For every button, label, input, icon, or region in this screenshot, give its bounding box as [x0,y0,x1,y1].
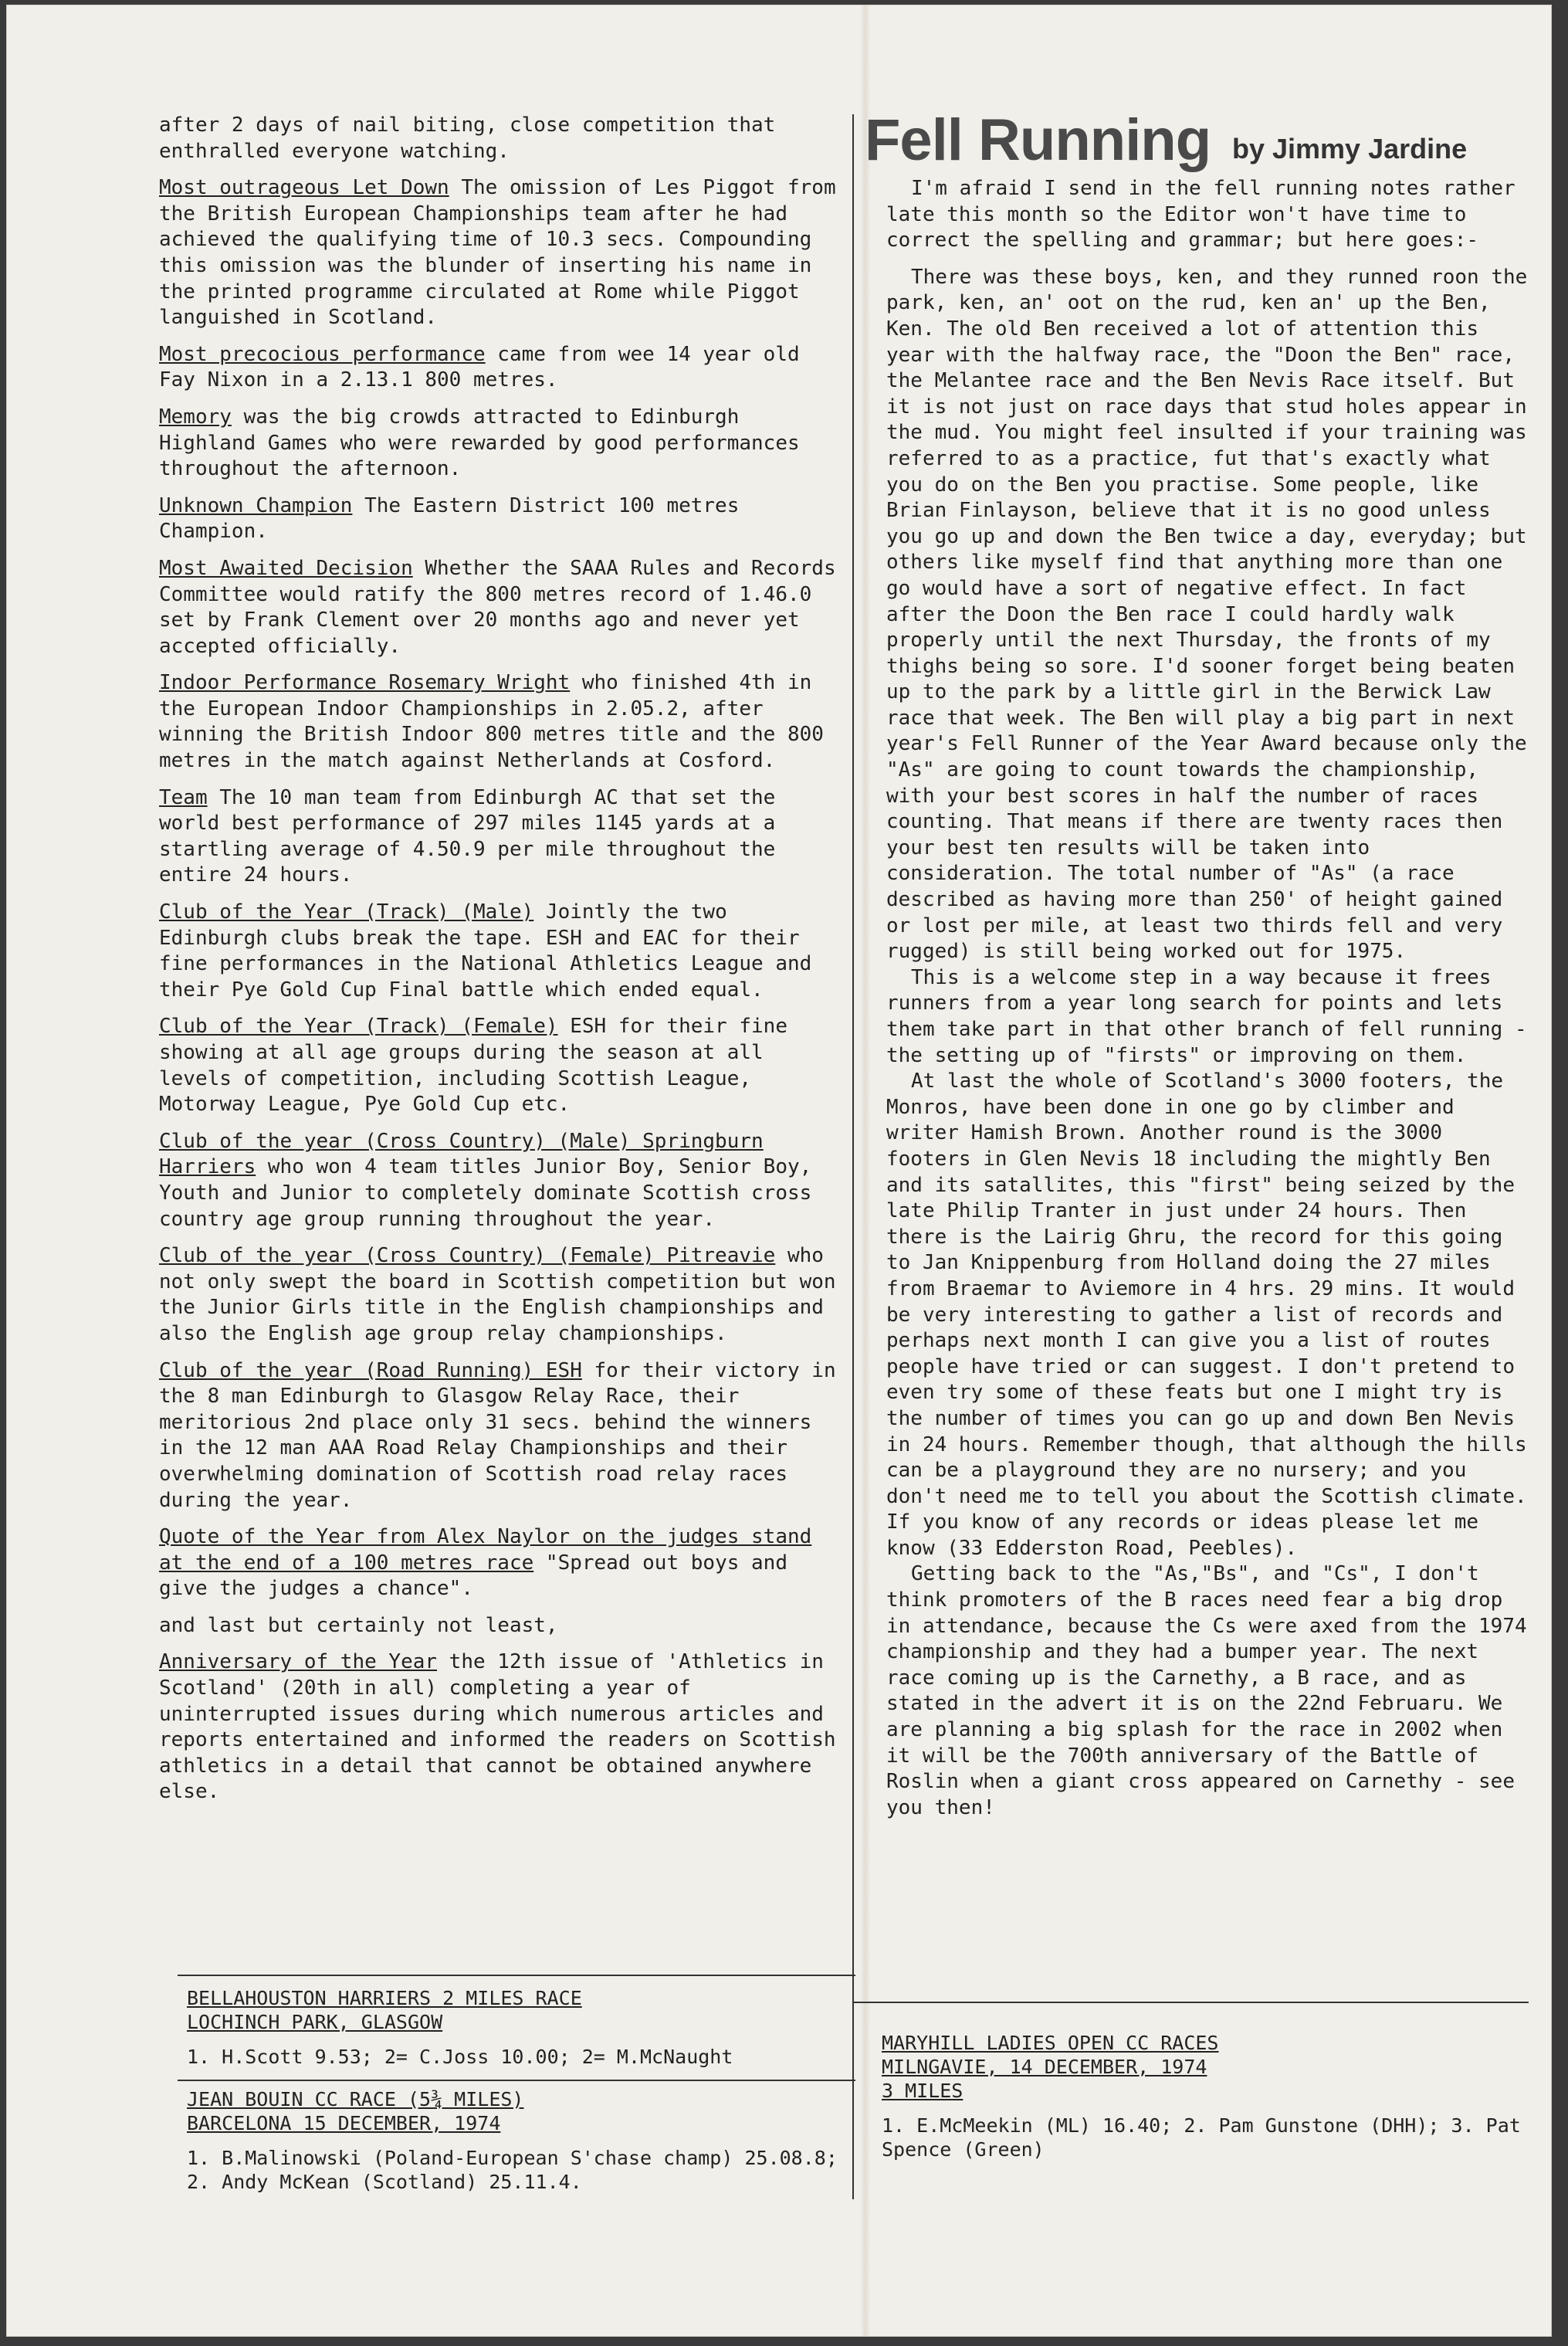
result-text: 1. E.McMeekin (ML) 16.40; 2. Pam Gunstone (DHH); 3. Pat Spence (Green) [882,2114,1521,2161]
article-byline: by Jimmy Jardine [1232,133,1468,164]
awards-entry: Memory was the big crowds attracted to Edinburgh Highland Games who were rewarded by good performances throughout the afternoon. [159,405,800,481]
awards-entry: Club of the year (Road Running) ESH for their victory in the 8 man Edinburgh to Glasgow Relay Race, their meritorious 2nd place only 31 secs. behind the winners in the 12 man AAA Road Relay Championships and their overwhelming domination of Scottish road relay races during the year. [159,1358,836,1512]
article-paragraph: I'm afraid I send in the fell running notes rather late this month so the Editor won't have time to correct the spelling and grammar; but here goes:- [886,177,1516,253]
article-paragraph: This is a welcome step in a way because it frees runners from a year long search for points and lets them take part in that other branch of fell running - the setting up of "firsts" or improving on them. [886,965,1527,1067]
results-jean-bouin [187,2087,851,2205]
awards-entry: Indoor Performance Rosemary Wright who finished 4th in the European Indoor Championships in 2.05.2, after winning the British Indoor 800 metres title and the 800 metres in the match against Netherlands at Cosford. [159,671,824,773]
results-maryhill [882,2031,1522,2172]
awards-entry: Unknown Champion The Eastern District 100 metres Champion. [159,493,740,544]
article-header [865,107,1529,176]
awards-entry: Quote of the Year from Alex Naylor on the judges stand at the end of a 100 metres race "Spread out boys and give the judges a chance". [159,1525,812,1601]
awards-entry: Most precocious performance came from wee 14 year old Fay Nixon in a 2.13.1 800 metres. [159,342,800,392]
result-heading: LOCHINCH PARK, GLASGOW [187,2011,443,2033]
result-heading: BARCELONA 15 DECEMBER, 1974 [187,2112,501,2134]
result-text: 1. H.Scott 9.53; 2= C.Joss 10.00; 2= M.McNaught [187,2046,733,2068]
awards-entry: Most Awaited Decision Whether the SAAA Rules and Records Committee would ratify the 800 metres record of 1.46.0 set by Frank Clement over 20 months ago and never yet accepted officially. [159,556,836,658]
section-divider [178,1975,855,1976]
awards-entry: Club of the year (Cross Country) (Female) Pitreavie who not only swept the board in Scottish competition but won the Junior Girls title in the English championships and also the English age group relay championships. [159,1244,836,1345]
left-column [159,113,838,1816]
results-bellahouston [187,1986,851,2080]
article-paragraph: Getting back to the "As,"Bs", and "Cs", I don't think promoters of the B races need fear a big drop in attendance, because the Cs were axed from the 1974 championship and they had a bumper year. The next race coming up is the Carnethy, a B race, and as stated in the advert it is on the 22nd Februaru. We are planning a big splash for the race in 2002 when it will be the 700th anniversary of the Battle of Roslin when a giant cross appeared on Carnethy - see you then! [886,1562,1527,1819]
result-heading: BELLAHOUSTON HARRIERS 2 MILES RACE [187,1987,582,2009]
awards-entry: Club of the Year (Track) (Male) Jointly the two Edinburgh clubs break the tape. ESH and EAC for their fine performances in the National Athletics League and their Pye Gold Cup Final battle which ended equal. [159,900,812,1002]
article-paragraph: At last the whole of Scotland's 3000 footers, the Monros, have been done in one go by climber and writer Hamish Brown. Another round is the 3000 footers in Glen Nevis 18 including the mightly Ben and its satallites, this "first" being seized by the late Philip Tranter in just under 24 hours. Then there is the Lairig Ghru, the record for this going to Jan Knippenburg from Holland doing the 27 miles from Braemar to Aviemore in 4 hrs. 29 mins. It would be very interesting to gather a list of records and perhaps next month I can give you a list of routes people have tried or can suggest. I don't pretend to even try some of these feats but one I might try is the number of times you can go up and down Ben Nevis in 24 hours. Remember though, that although the hills can be a playground they are no nursery; and you don't need me to tell you about the Scottish climate. If you know of any records or ideas please let me know (33 Edderston Road, Peebles). [886,1070,1527,1560]
page-fold [860,5,871,2336]
article-paragraph: There was these boys, ken, and they runned roon the park, ken, an' oot on the rud, ken an' up the Ben, Ken. The old Ben received a lot of attention this year with the halfway race, the "Doon the Ben" race, the Melantee race and the Ben Nevis Race itself. But it is not just on race days that stud holes appear in the mud. You might feel insulted if your training was referred to as a practice, fut that's exactly what you do on the Ben you practise. Some people, like Brian Finlayson, believe that it is no good unless you go up and down the Ben twice a day, everyday; but others like myself find that anything more than one go would have a sort of negative effect. In fact after the Doon the Ben race I could hardly walk properly until the next Thursday, the fronts of my thighs being so sore. I'd sooner forget being beaten up to the park by a little girl in the Berwick Law race that week. The Ben will play a big part in next year's Fell Runner of the Year Award because only the "As" are going to count towards the championship, with your best scores in half the number of races counting. That means if there are twenty races then your best ten results will be taken into consideration. The total number of "As" (a race described as having more than 250' of height gained or lost per mile, at least two thirds fell and very rugged) is still being worked out for 1975. [886,265,1528,964]
awards-entry: Club of the Year (Track) (Female) ESH for their fine showing at all age groups during the season at all levels of competition, including Scottish League, Motorway League, Pye Gold Cup etc. [159,1015,787,1117]
article-title: Fell Running [865,107,1211,173]
awards-entry: Most outrageous Let Down The omission of Les Piggot from the British European Championships team after he had achieved the qualifying time of 10.3 secs. Compounding this omission was the blunder of inserting his name in the printed programme circulated at Rome while Piggot languished in Scotland. [159,176,836,330]
result-heading: MILNGAVIE, 14 DECEMBER, 1974 [882,2056,1207,2078]
result-heading: JEAN BOUIN CC RACE (5¾ MILES) [187,2088,524,2110]
article-body [886,176,1529,1821]
awards-entry: after 2 days of nail biting, close competition that enthralled everyone watching. [159,114,776,163]
result-heading: 3 MILES [882,2080,963,2102]
awards-entry: and last but certainly not least, [159,1613,558,1637]
result-heading: MARYHILL LADIES OPEN CC RACES [882,2032,1219,2054]
result-text: 1. B.Malinowski (Poland-European S'chase champ) 25.08.8; 2. Andy McKean (Scotland) 25.11.4. [187,2147,838,2193]
column-rule [852,114,854,2199]
section-divider [854,2002,1529,2003]
section-divider [178,2080,855,2081]
awards-entry: Club of the year (Cross Country) (Male) Springburn Harriers who won 4 team titles Junior Boy, Senior Boy, Youth and Junior to completely dominate Scottish cross country age group running throughout the year. [159,1129,812,1231]
awards-entry: Team The 10 man team from Edinburgh AC that set the world best performance of 297 miles 1145 yards at a startling average of 4.50.9 per mile throughout the entire 24 hours. [159,785,776,887]
awards-entry: Anniversary of the Year the 12th issue of 'Athletics in Scotland' (20th in all) completing a year of uninterrupted issues during which numerous articles and reports entertained and informed the readers on Scottish athletics in a detail that cannot be obtained anywhere else. [159,1650,836,1804]
